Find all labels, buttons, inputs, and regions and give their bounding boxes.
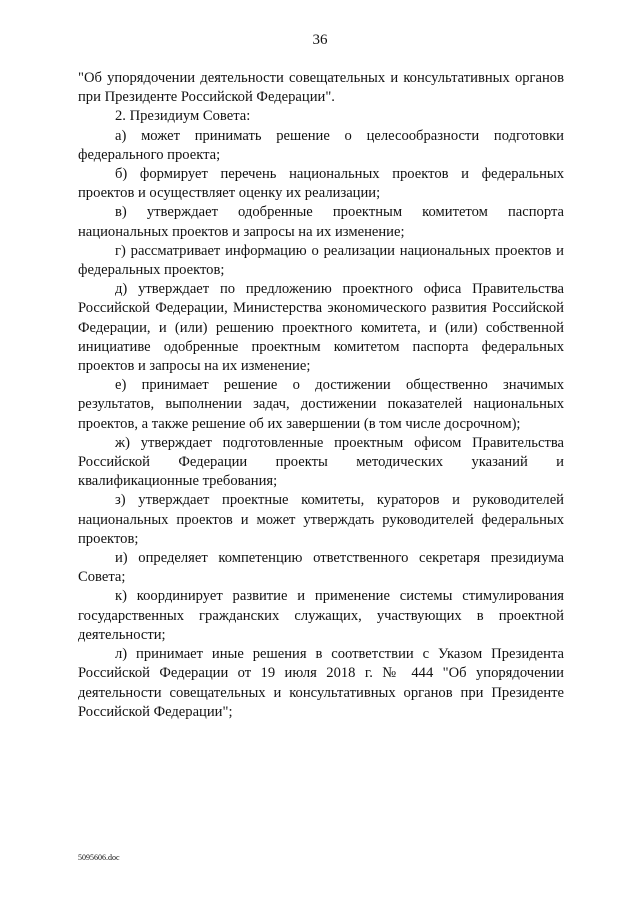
paragraph: "Об упорядочении деятельности совещательных и консультативных органов при Президенте Российской Федерации". — [78, 70, 564, 106]
paragraph: к) координирует развитие и применение системы стимулирования государственных гражданских служащих, участвующих в проектной деятельности; — [78, 588, 564, 643]
paragraph: б) формирует перечень национальных проектов и федеральных проектов и осуществляет оценку их реализации; — [78, 166, 564, 202]
paragraph: 2. Президиум Совета: — [115, 108, 251, 125]
page-number: 36 — [312, 32, 328, 48]
paragraph: и) определяет компетенцию ответственного секретаря президиума Совета; — [78, 550, 564, 586]
paragraph: д) утверждает по предложению проектного офиса Правительства Российской Федерации, Министерства экономического развития Российской Федерации, и (или) решению проектного комитета, и (или) собственной инициативе одобренные проектным комитетом паспорта федеральных проектов и запросы на их изменение; — [78, 281, 564, 375]
footer-document-code: 5095606.doc — [78, 853, 120, 862]
document-body — [78, 69, 564, 722]
paragraph: е) принимает решение о достижении общественно значимых результатов, выполнении задач, достижении показателей национальных проектов, а также решение об их завершении (в том числе досрочном); — [78, 377, 564, 432]
paragraph: л) принимает иные решения в соответствии с Указом Президента Российской Федерации от 19 июля 2018 г. № 444 "Об упорядочении деятельности совещательных и консультативных органов при Президенте Российской Федерации"; — [78, 646, 564, 720]
paragraph: з) утверждает проектные комитеты, кураторов и руководителей национальных проектов и может утверждать руководителей федеральных проектов; — [78, 492, 564, 547]
paragraph: в) утверждает одобренные проектным комитетом паспорта национальных проектов и запросы на их изменение; — [78, 204, 564, 240]
paragraph: а) может принимать решение о целесообразности подготовки федерального проекта; — [78, 127, 564, 163]
paragraph: ж) утверждает подготовленные проектным офисом Правительства Российской Федерации проекты методических указаний и квалификационные требования; — [78, 434, 564, 490]
paragraph: г) рассматривает информацию о реализации национальных проектов и федеральных проектов; — [78, 242, 564, 279]
